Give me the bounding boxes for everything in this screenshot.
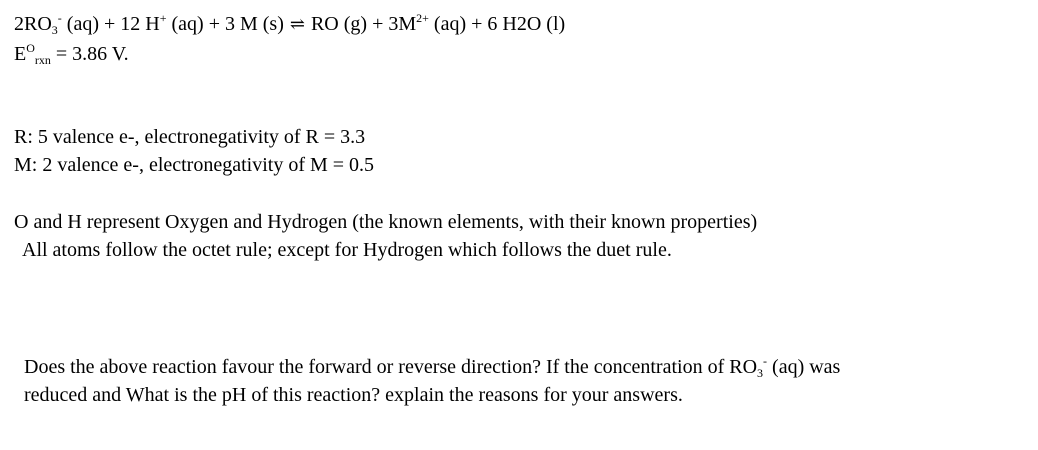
question-charge-minus: - [763,354,768,368]
potential-rxn-sub: rxn [34,53,51,67]
question-sub-3: 3 [757,366,764,380]
question-text-1a: Does the above reaction favour the forward or reverse direction? If the concentration of RO [24,356,758,378]
potential-standard-sup: O [26,41,35,55]
element-r-info: R: 5 valence e-, electronegativity of R = 3.3 [14,126,366,148]
octet-note: All atoms follow the octet rule; except for Hydrogen which follows the duet rule. [22,239,672,261]
potential-symbol: E [14,43,27,65]
potential-value: = 3.86 V. [50,43,129,65]
equation-products-1: RO (g) + 3M [310,13,417,35]
equation-sub-3: 3 [51,23,58,37]
cell-potential [14,42,129,66]
oh-note: O and H represent Oxygen and Hydrogen (the known elements, with their known properties) [14,211,758,233]
reaction-equation [14,12,565,36]
question-line-1 [24,355,840,379]
equation-charge-plus: + [159,11,167,25]
equation-charge-minus: - [57,11,62,25]
equation-reactants-1: 2RO [14,13,52,35]
equation-reactants-3: (aq) + 3 M (s) [166,13,284,35]
equation-charge-2plus: 2+ [416,11,429,25]
equilibrium-arrow-icon: ⇌ [289,14,305,34]
element-m-info: M: 2 valence e-, electronegativity of M = 0.5 [14,154,375,176]
equation-reactants-2: (aq) + 12 H [61,13,160,35]
equation-products-2: (aq) + 6 H2O (l) [428,13,566,35]
question-text-1b: (aq) was [767,356,841,378]
question-line-2: reduced and What is the pH of this reaction? explain the reasons for your answers. [24,384,683,406]
